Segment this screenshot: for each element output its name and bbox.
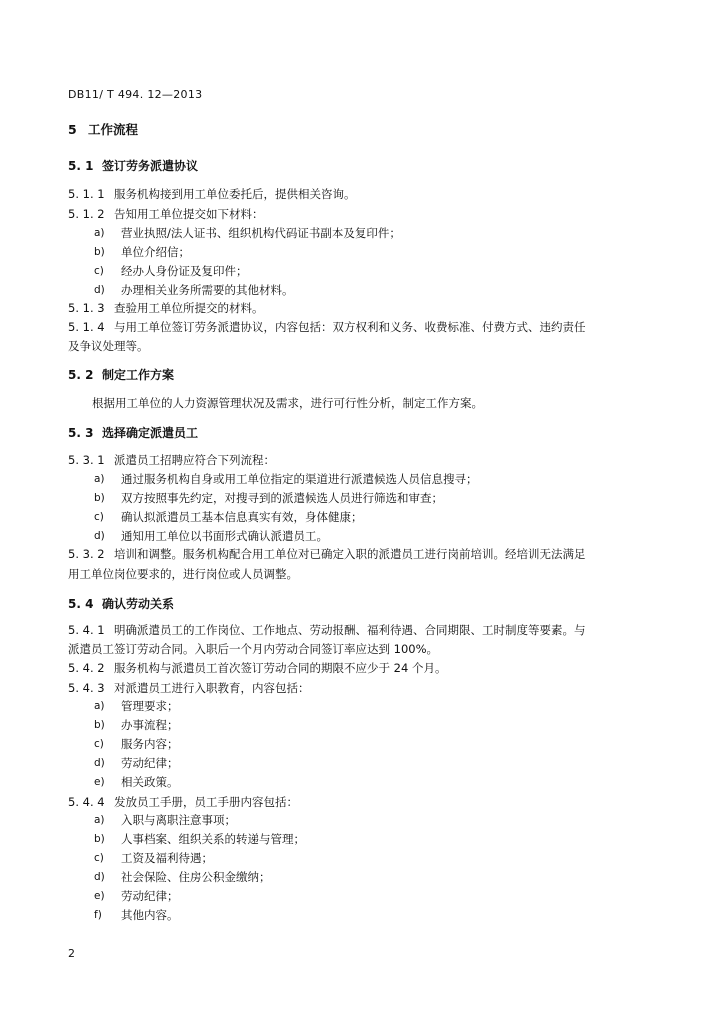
clause-text: 查验用工单位所提交的材料。 [114, 301, 264, 315]
list-marker: c) [94, 852, 104, 864]
clause-5-3-1 [68, 452, 275, 468]
list-marker: a) [94, 473, 105, 485]
clause-text: 派遣员工招聘应符合下列流程： [114, 453, 275, 467]
list-marker: d) [94, 871, 105, 883]
section-5-4-heading [68, 595, 174, 612]
clause-number: 5. 3. 1 [68, 453, 105, 467]
clause-number: 5. 4. 3 [68, 681, 105, 695]
clause-number: 5. 3. 2 [68, 547, 105, 561]
section-number: 5. 4 [68, 597, 94, 611]
clause-5-3-2 [68, 546, 586, 562]
page-number: 2 [68, 947, 75, 960]
section-5-heading [68, 120, 138, 138]
section-5-3-heading [68, 424, 198, 441]
paragraph-5-2: 根据用工单位的人力资源管理状况及需求，进行可行性分析，制定工作方案。 [92, 396, 483, 410]
list-marker: d) [94, 284, 105, 296]
clause-number: 5. 1. 1 [68, 187, 105, 201]
list-item: 营业执照/法人证书、组织机构代码证书副本及复印件； [121, 226, 401, 240]
section-number: 5. 3 [68, 426, 94, 440]
list-item: 通过服务机构自身或用工单位指定的渠道进行派遣候选人员信息搜寻； [121, 472, 478, 486]
clause-number: 5. 4. 1 [68, 623, 105, 637]
list-marker: a) [94, 700, 105, 712]
clause-5-1-1 [68, 186, 356, 202]
clause-5-4-2 [68, 660, 446, 676]
section-title: 工作流程 [88, 122, 139, 137]
list-item: 办事流程； [121, 718, 179, 732]
clause-number: 5. 1. 3 [68, 301, 105, 315]
list-item: 工资及福利待遇； [121, 851, 213, 865]
section-5-2-heading [68, 366, 174, 383]
list-item: 劳动纪律； [121, 889, 179, 903]
clause-text: 告知用工单位提交如下材料： [114, 207, 264, 221]
list-marker: d) [94, 757, 105, 769]
document-header: DB11/ T 494. 12—2013 [68, 88, 203, 101]
list-marker: c) [94, 265, 104, 277]
section-number: 5 [68, 122, 77, 137]
clause-text: 对派遣员工进行入职教育，内容包括： [114, 681, 310, 695]
clause-text: 服务机构接到用工单位委托后，提供相关咨询。 [114, 187, 356, 201]
list-item: 通知用工单位以书面形式确认派遣员工。 [121, 529, 328, 543]
section-title: 制定工作方案 [102, 368, 175, 382]
list-item: 其他内容。 [121, 908, 179, 922]
section-5-1-heading [68, 157, 198, 174]
list-item: 入职与离职注意事项； [121, 813, 236, 827]
list-item: 经办人身份证及复印件； [121, 264, 248, 278]
list-item: 双方按照事先约定，对搜寻到的派遣候选人员进行筛选和审查； [121, 491, 443, 505]
clause-5-4-1-continued: 派遣员工签订劳动合同。入职后一个月内劳动合同签订率应达到 100%。 [68, 642, 439, 656]
list-marker: e) [94, 890, 105, 902]
clause-number: 5. 4. 2 [68, 661, 105, 675]
list-marker: a) [94, 227, 105, 239]
list-item: 人事档案、组织关系的转递与管理； [121, 832, 305, 846]
section-title: 选择确定派遣员工 [102, 426, 199, 440]
clause-number: 5. 1. 2 [68, 207, 105, 221]
list-item: 办理相关业务所需要的其他材料。 [121, 283, 294, 297]
section-number: 5. 2 [68, 368, 94, 382]
list-marker: c) [94, 738, 104, 750]
clause-5-1-4-continued: 及争议处理等。 [68, 339, 149, 353]
section-title: 签订劳务派遣协议 [102, 159, 199, 173]
clause-5-1-4 [68, 319, 586, 335]
list-marker: b) [94, 492, 105, 504]
list-marker: b) [94, 719, 105, 731]
clause-5-4-3 [68, 680, 310, 696]
list-marker: b) [94, 833, 105, 845]
section-title: 确认劳动关系 [102, 597, 175, 611]
clause-text: 服务机构与派遣员工首次签订劳动合同的期限不应少于 24 个月。 [114, 661, 447, 675]
list-item: 管理要求； [121, 699, 179, 713]
list-item: 社会保险、住房公积金缴纳； [121, 870, 271, 884]
list-marker: a) [94, 814, 105, 826]
list-item: 服务内容； [121, 737, 179, 751]
clause-text: 与用工单位签订劳务派遣协议，内容包括：双方权利和义务、收费标准、付费方式、违约责任 [114, 320, 586, 334]
clause-5-3-2-continued: 用工单位岗位要求的，进行岗位或人员调整。 [68, 567, 298, 581]
list-marker: d) [94, 530, 105, 542]
list-item: 确认拟派遣员工基本信息真实有效，身体健康； [121, 510, 363, 524]
clause-number: 5. 1. 4 [68, 320, 105, 334]
clause-number: 5. 4. 4 [68, 795, 105, 809]
list-marker: b) [94, 246, 105, 258]
clause-text: 发放员工手册，员工手册内容包括： [114, 795, 298, 809]
list-item: 单位介绍信； [121, 245, 190, 259]
list-item: 相关政策。 [121, 775, 179, 789]
section-number: 5. 1 [68, 159, 94, 173]
clause-5-4-1 [68, 622, 586, 638]
list-item: 劳动纪律； [121, 756, 179, 770]
clause-text: 培训和调整。服务机构配合用工单位对已确定入职的派遣员工进行岗前培训。经培训无法满足 [114, 547, 586, 561]
clause-5-1-2 [68, 206, 264, 222]
list-marker: c) [94, 511, 104, 523]
clause-5-4-4 [68, 794, 298, 810]
clause-text: 明确派遣员工的工作岗位、工作地点、劳动报酬、福利待遇、合同期限、工时制度等要素。与 [114, 623, 586, 637]
list-marker: f) [94, 909, 102, 921]
list-marker: e) [94, 776, 105, 788]
clause-5-1-3 [68, 300, 264, 316]
